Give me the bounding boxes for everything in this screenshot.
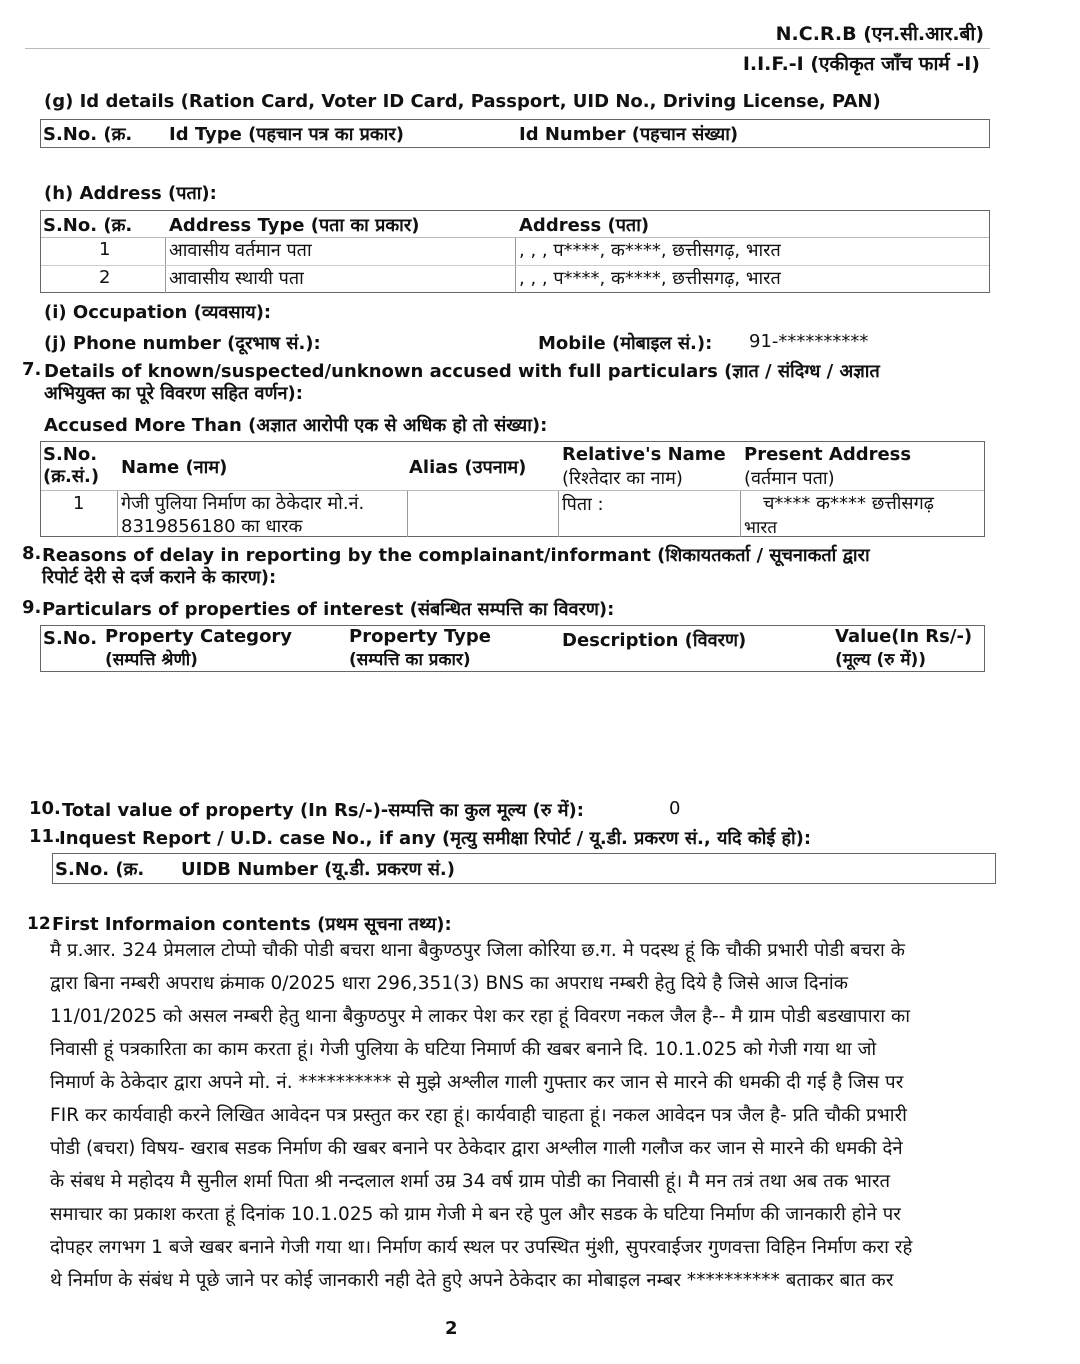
table-row-sno: 2 <box>99 267 111 288</box>
accused-table <box>40 441 985 537</box>
fir-line: समाचार का प्रकाश करता हूं दिनांक 10.1.025 को ग्राम गेजी मे बन रहे पुल और सडक के घटिया निर्माण की जानकारी होने पर <box>50 1204 901 1225</box>
fir-line: के संबध मे महोदय मै सुनील शर्मा पिता श्री नन्दलाल शर्मा उम्र 34 वर्ष ग्राम पोडी का निवासी हूं। मै मन तत्रं तथा अब तक भारत <box>50 1171 891 1192</box>
section-7-line2: अभियुक्त का पूरे विवरण सहित वर्णन): <box>44 383 303 404</box>
col-sno: S.No. <box>43 628 98 649</box>
col-divider <box>117 491 118 537</box>
section-j-title: (j) Phone number (दूरभाष सं.): <box>44 333 321 354</box>
ncrb-header: N.C.R.B (एन.सी.आर.बी) <box>775 23 984 45</box>
fir-line: द्वारा बिना नम्बरी अपराध क्रंमाक 0/2025 धारा 296,351(3) BNS का अपराध नम्बरी हेतु दिये है जिसे आज दिनांक <box>50 973 848 994</box>
col-relative-hi: (रिश्तेदार का नाम) <box>562 468 683 489</box>
col-sno: S.No. (क्र. <box>43 124 133 145</box>
table-row-type: आवासीय वर्तमान पता <box>169 240 312 261</box>
section-h-title: (h) Address (पता): <box>44 183 217 204</box>
fir-line: मै प्र.आर. 324 प्रेमलाल टोप्पो चौकी पोडी बचरा थाना बैकुण्ठपुर जिला कोरिया छ.ग. मे पदस्थ हूं कि चौकी प्रभारी पोडी बचरा के <box>50 940 906 961</box>
fir-line: थे निर्माण के संबंध मे पूछे जाने पर कोई जानकारी नही देते हुऐ अपने ठेकेदार का मोबाइल नम्बर ********** बताकर बात कर <box>50 1270 894 1291</box>
section-g-table <box>40 119 990 148</box>
col-id-type: Id Type (पहचान पत्र का प्रकार) <box>169 124 404 145</box>
col-name: Name (नाम) <box>121 457 228 478</box>
col-sno-hi: (क्र.सं.) <box>43 466 100 487</box>
accused-address-cont: भारत <box>744 518 777 538</box>
col-sno: S.No. (क्र. <box>43 215 133 236</box>
section-h-table <box>40 210 990 293</box>
mobile-value: 91-********** <box>749 331 869 352</box>
col-address: Address (पता) <box>519 215 650 236</box>
fir-line: निवासी हूं पत्रकारिता का काम करता हूं। गेजी पुलिया के घटिया निमार्ण की खबर बनाने दि. 10.1.025 को गेजी गया था जो <box>50 1039 877 1060</box>
section-10-label: Total value of property (In Rs/-)-सम्पत्ति का कुल मूल्य (रु में): <box>62 800 584 821</box>
section-7-num: 7. <box>22 359 42 380</box>
uidb-table <box>52 853 996 884</box>
col-divider <box>740 491 741 537</box>
page-number: 2 <box>445 1318 458 1339</box>
col-property-type: Property Type <box>349 626 491 647</box>
section-8-line1: Reasons of delay in reporting by the complainant/informant (शिकायतकर्ता / सूचनाकर्ता द्वारा <box>42 545 870 566</box>
col-sno: S.No. <box>43 444 98 465</box>
accused-more-label: Accused More Than (अज्ञात आरोपी एक से अधिक हो तो संख्या): <box>44 415 548 436</box>
fir-line: पोडी (बचरा) विषय- खराब सडक निर्माण की खबर बनाने पर ठेकेदार द्वारा अश्लील गाली गलौज कर जान से मारने की धमकी देने <box>50 1138 903 1159</box>
col-uidb: UIDB Number (यू.डी. प्रकरण सं.) <box>181 859 455 880</box>
col-property-category: Property Category <box>105 626 293 647</box>
col-present-address: Present Address <box>744 444 912 465</box>
fir-line: 11/01/2025 को असल नम्बरी हेतु थाना बैकुण्ठपुर मे लाकर पेश कर रहा हूं विवरण नकल जैल है-- मै ग्राम पोडी बडखापारा का <box>50 1006 911 1027</box>
col-sno: S.No. (क्र. <box>55 859 145 880</box>
header-divider <box>25 48 990 49</box>
col-present-address-hi: (वर्तमान पता) <box>744 468 835 489</box>
accused-name: गेजी पुलिया निर्माण का ठेकेदार मो.नं. <box>121 493 365 514</box>
col-divider <box>558 491 559 537</box>
section-12-title: First Informaion contents (प्रथम सूचना तथ्य): <box>52 914 452 935</box>
section-9-num: 9. <box>22 597 42 618</box>
accused-relative: पिता : <box>562 494 604 515</box>
section-8-line2: रिपोर्ट देरी से दर्ज कराने के कारण): <box>42 567 277 588</box>
mobile-label: Mobile (मोबाइल सं.): <box>538 333 713 354</box>
fir-contents <box>50 934 995 1297</box>
section-10-num: 10. <box>29 798 61 819</box>
col-alias: Alias (उपनाम) <box>409 457 527 478</box>
col-property-type-hi: (सम्पत्ति का प्रकार) <box>349 650 471 670</box>
iif-header: I.I.F.-I (एकीकृत जाँच फार्म -I) <box>742 53 980 75</box>
col-property-category-hi: (सम्पत्ति श्रेणी) <box>105 650 198 670</box>
table-row-address: , , , प****, क****, छत्तीसगढ़, भारत <box>519 268 781 289</box>
table-row-type: आवासीय स्थायी पता <box>169 268 304 289</box>
fir-line: दोपहर लगभग 1 बजे खबर बनाने गेजी गया था। निर्माण कार्य स्थल पर उपस्थित मुंशी, सुपरवाईजर गुणवत्ता विहिन निर्माण करा रहे <box>50 1237 913 1258</box>
section-9-title: Particulars of properties of interest (संबन्धित सम्पत्ति का विवरण): <box>42 599 615 620</box>
col-divider <box>407 491 408 537</box>
section-10-value: 0 <box>669 798 681 819</box>
section-7-line1: Details of known/suspected/unknown accused with full particulars (ज्ञात / संदिग्ध / अज्ञात <box>44 361 880 382</box>
accused-name-cont: 8319856180 का धारक <box>121 516 303 537</box>
table-row-sno: 1 <box>99 239 111 260</box>
section-g-title: (g) Id details (Ration Card, Voter ID Card, Passport, UID No., Driving License, PAN) <box>44 91 881 112</box>
section-8-num: 8. <box>22 543 42 564</box>
fir-line: FIR कर कार्यवाही करने लिखित आवेदन पत्र प्रस्तुत कर रहा हूं। कार्यवाही चाहता हूं। नकल आवेदन पत्र जैल है- प्रति चौकी प्रभारी <box>50 1105 907 1126</box>
section-11-num: 11. <box>29 826 61 847</box>
table-row-sno: 1 <box>73 493 85 514</box>
fir-line: निमार्ण के ठेकेदार द्वारा अपने मो. नं. ********** से मुझे अश्लील गाली गुफ्तार कर जान से मारने की धमकी दी गई है जिस पर <box>50 1072 904 1093</box>
col-address-type: Address Type (पता का प्रकार) <box>169 215 420 236</box>
property-table <box>40 625 985 672</box>
col-value-hi: (मूल्य (रु में)) <box>835 650 927 670</box>
section-11-label: Inquest Report / U.D. case No., if any (मृत्यु समीक्षा रिपोर्ट / यू.डी. प्रकरण सं., यदि कोई हो): <box>59 828 812 849</box>
table-row-address: , , , प****, क****, छत्तीसगढ़, भारत <box>519 240 781 261</box>
col-description: Description (विवरण) <box>562 630 747 651</box>
col-value: Value(In Rs/-) <box>835 626 973 647</box>
col-id-number: Id Number (पहचान संख्या) <box>519 124 739 145</box>
section-12-num: 12 <box>27 914 51 934</box>
col-relative: Relative's Name <box>562 444 726 465</box>
accused-address: च**** क**** छत्तीसगढ़ <box>763 493 934 514</box>
section-i-title: (i) Occupation (व्यवसाय): <box>44 302 272 323</box>
